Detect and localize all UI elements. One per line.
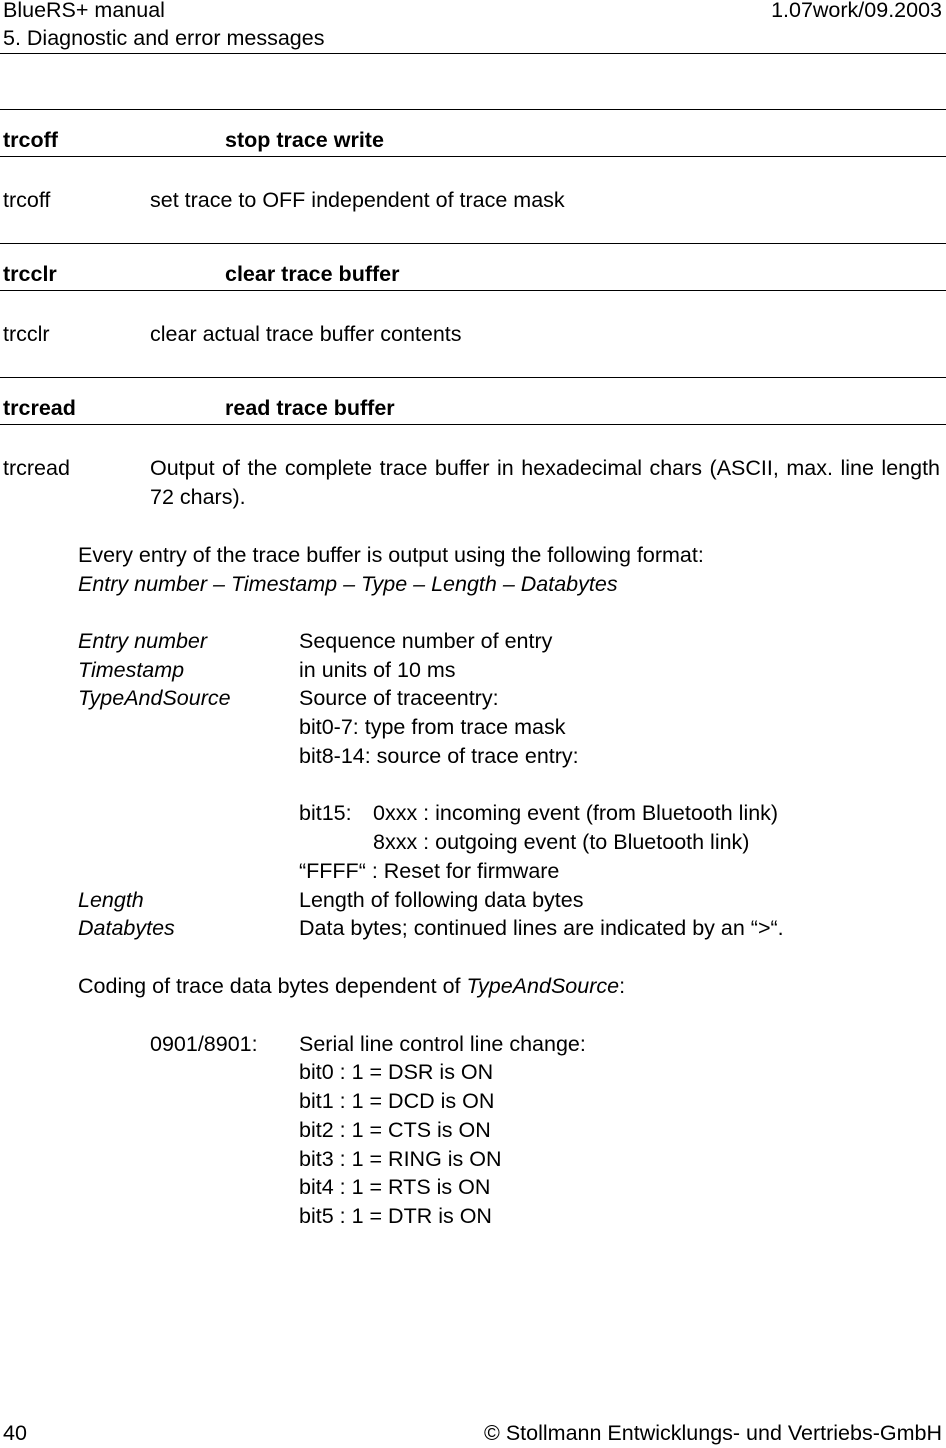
field-term: Entry number <box>78 629 208 653</box>
field-description: bit0-7: type from trace mask <box>299 715 566 739</box>
format-intro: Every entry of the trace buffer is output using the following format: <box>78 543 704 567</box>
footer-page-number: 40 <box>3 1421 27 1445</box>
field-term: TypeAndSource <box>78 686 231 710</box>
section-command: trcoff <box>3 128 58 152</box>
field-description: Source of traceentry: <box>299 686 499 710</box>
footer-copyright: © Stollmann Entwicklungs- und Vertriebs-GmbH <box>484 1421 942 1445</box>
coding-bit: bit5 : 1 = DTR is ON <box>299 1204 492 1228</box>
section-command: trcread <box>3 396 76 420</box>
section-title: read trace buffer <box>225 396 395 420</box>
coding-bit: bit4 : 1 = RTS is ON <box>299 1175 491 1199</box>
field-description: Sequence number of entry <box>299 629 553 653</box>
header-doc-title: BlueRS+ manual <box>3 0 165 22</box>
bit15-value: 0xxx : incoming event (from Bluetooth link) <box>373 801 779 825</box>
section-rule-top <box>0 377 946 378</box>
header-version: 1.07work/09.2003 <box>771 0 942 22</box>
section-rule-bottom <box>0 290 946 291</box>
section-title: clear trace buffer <box>225 262 400 286</box>
coding-bit: bit3 : 1 = RING is ON <box>299 1147 502 1171</box>
field-term: Timestamp <box>78 658 185 682</box>
section-rule-bottom <box>0 156 946 157</box>
coding-title: Serial line control line change: <box>299 1032 586 1056</box>
field-description: Data bytes; continued lines are indicated by an “>“. <box>299 916 784 940</box>
field-description: Length of following data bytes <box>299 888 584 912</box>
syntax-command: trcread <box>3 456 70 480</box>
format-pattern: Entry number – Timestamp – Type – Length – Databytes <box>78 572 618 596</box>
coding-bit: bit0 : 1 = DSR is ON <box>299 1060 494 1084</box>
syntax-command: trcclr <box>3 322 50 346</box>
header-rule <box>0 53 946 54</box>
reset-note: “FFFF“ : Reset for firmware <box>299 859 560 883</box>
coding-intro <box>78 972 625 1001</box>
section-rule-top <box>0 243 946 244</box>
coding-bit: bit1 : 1 = DCD is ON <box>299 1089 495 1113</box>
coding-intro-suffix: : <box>619 974 626 998</box>
section-title: stop trace write <box>225 128 384 152</box>
field-description: in units of 10 ms <box>299 658 456 682</box>
field-term: Databytes <box>78 916 175 940</box>
coding-intro-prefix: Coding of trace data bytes dependent of <box>78 974 467 998</box>
bit15-value: 8xxx : outgoing event (to Bluetooth link) <box>373 830 750 854</box>
section-command: trcclr <box>3 262 57 286</box>
section-rule-top <box>0 109 946 110</box>
syntax-command: trcoff <box>3 188 51 212</box>
section-rule-bottom <box>0 424 946 425</box>
syntax-description: Output of the complete trace buffer in hexadecimal chars (ASCII, max. line length 72 chars). <box>150 456 940 509</box>
coding-bit: bit2 : 1 = CTS is ON <box>299 1118 491 1142</box>
bit15-label: bit15: <box>299 801 352 825</box>
coding-code: 0901/8901: <box>150 1032 258 1056</box>
syntax-description: set trace to OFF independent of trace mask <box>150 188 565 212</box>
syntax-description: clear actual trace buffer contents <box>150 322 462 346</box>
field-description: bit8-14: source of trace entry: <box>299 744 579 768</box>
coding-intro-term: TypeAndSource <box>466 974 620 998</box>
field-term: Length <box>78 888 144 912</box>
header-chapter: 5. Diagnostic and error messages <box>3 26 325 50</box>
